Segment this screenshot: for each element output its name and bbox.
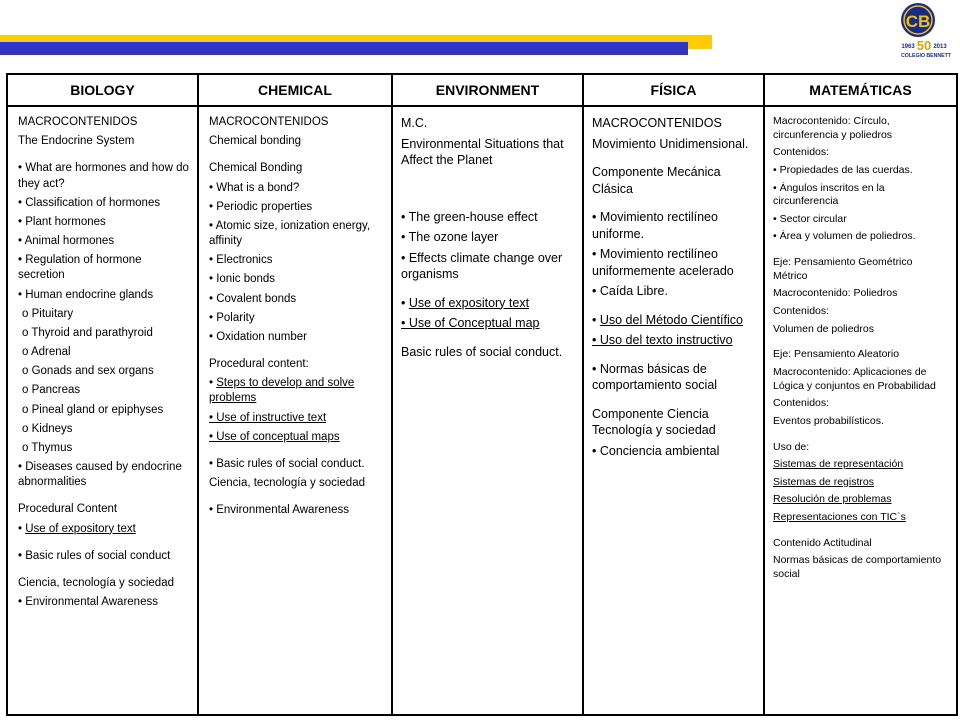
header-row <box>7 74 957 106</box>
bio-subitem: o Thyroid and parathyroid <box>22 326 153 339</box>
chem-instructive-link: • Use of instructive text <box>209 411 327 424</box>
blue-stripe <box>0 42 688 55</box>
mat-item: • Propiedades de las cuerdas. <box>773 163 913 176</box>
mat-link: Sistemas de registros <box>773 475 874 488</box>
fis-topic: Movimiento Unidimensional. <box>592 136 749 151</box>
mat-link: Representaciones con TIC`s <box>773 511 906 524</box>
logo-anniversary: 50 <box>916 38 932 53</box>
fis-item: • Movimiento rectilíneo uniformemente acelerado <box>592 247 734 278</box>
bio-procedural: Procedural Content <box>18 503 118 516</box>
mat-item: • Área y volumen de poliedros. <box>773 230 916 243</box>
logo-year-right: 2013 <box>933 44 947 50</box>
chem-item: • Covalent bonds <box>209 292 297 305</box>
header-environment: ENVIRONMENT <box>392 74 583 106</box>
chem-title: MACROCONTENIDOS <box>209 116 329 128</box>
cell-biology <box>7 106 198 715</box>
env-procedural-item: • Use of expository text <box>401 295 530 310</box>
bio-item: • Plant hormones <box>18 215 106 228</box>
header-chemical: CHEMICAL <box>198 74 392 106</box>
fis-item: • Conciencia ambiental <box>592 443 720 458</box>
bio-item: • Diseases caused by endocrine abnormalities <box>18 461 182 489</box>
bio-procedural-item: • Use of expository text <box>18 522 136 535</box>
chem-item: • Environmental Awareness <box>209 504 349 517</box>
curriculum-table <box>6 73 958 716</box>
bio-item: • Environmental Awareness <box>18 596 158 609</box>
fis-component: Componente Mecánica Clásica <box>592 165 721 196</box>
bio-subitem: o Pineal gland or epiphyses <box>22 403 164 416</box>
header-fisica: FÍSICA <box>583 74 764 106</box>
mat-item: • Sector circular <box>773 212 847 225</box>
env-title: M.C. <box>401 116 428 130</box>
mat-contents: Contenidos: <box>773 305 830 318</box>
chem-item: • Polarity <box>209 311 255 324</box>
logo-initials: CB <box>905 12 931 31</box>
env-item: • The ozone layer <box>401 230 499 244</box>
bio-topic: The Endocrine System <box>18 135 135 148</box>
chem-procedural: Procedural content: <box>209 358 309 371</box>
fis-title: MACROCONTENIDOS <box>592 116 722 130</box>
chem-item: • What is a bond? <box>209 181 300 194</box>
chem-subtopic: Chemical Bonding <box>209 162 303 175</box>
mat-uso: Uso de: <box>773 440 810 453</box>
mat-axis: Eje: Pensamiento Geométrico Métrico <box>773 256 913 282</box>
env-item: • The green-house effect <box>401 209 538 224</box>
fis-component: Componente Ciencia Tecnología y sociedad <box>592 406 716 437</box>
env-item: • Effects climate change over organisms <box>401 250 563 281</box>
mat-item: Eventos probabilísticos. <box>773 414 884 427</box>
bio-subitem: o Adrenal <box>22 346 71 359</box>
mat-macro: Macrocontenido: Poliedros <box>773 287 898 300</box>
bio-subitem: o Kidneys <box>22 422 73 435</box>
chem-item: • Atomic size, ionization energy, affinity <box>209 219 371 248</box>
mat-macro: Macrocontenido: Círculo, circunferencia y poliedros <box>773 115 893 141</box>
fis-item: • Normas básicas de comportamiento social <box>592 361 718 392</box>
header-biology: BIOLOGY <box>7 74 198 106</box>
bio-expository-link: Use of expository text <box>25 522 136 535</box>
fis-item: • Movimiento rectilíneo uniforme. <box>592 210 718 241</box>
chem-steps-link: Steps to develop and solve problems <box>209 377 355 405</box>
bio-item: • Basic rules of social conduct <box>18 549 171 562</box>
mat-attitudinal: Contenido Actitudinal <box>773 536 872 549</box>
cell-matematicas <box>764 106 957 715</box>
fis-method-link: Uso del Método Científico <box>599 312 743 327</box>
chem-item: • Oxidation number <box>209 330 307 343</box>
env-topic: Environmental Situations that Affect the Planet <box>401 136 564 167</box>
cell-chemical <box>198 106 392 715</box>
bio-subitem: o Pancreas <box>22 384 81 397</box>
fis-instructive-link: • Uso del texto instructivo <box>592 333 733 347</box>
chem-procedural-item: • Steps to develop and solve problems <box>209 377 355 405</box>
chem-topic: Chemical bonding <box>209 135 302 148</box>
mat-link: Sistemas de representación <box>773 458 904 471</box>
mat-contents: Contenidos: <box>773 146 830 159</box>
bio-title: MACROCONTENIDOS <box>18 116 138 128</box>
env-conceptual-link: • Use of Conceptual map <box>401 316 540 330</box>
bio-subitem: o Thymus <box>22 441 73 454</box>
mat-macro: Macrocontenido: Aplicaciones de Lógica y conjuntos en Probabilidad <box>773 365 936 392</box>
cell-environment <box>392 106 583 715</box>
chem-item: • Electronics <box>209 254 273 267</box>
bio-item: • What are hormones and how do they act? <box>18 162 189 190</box>
logo-year-left: 1963 <box>901 44 915 50</box>
mat-item: • Ángulos inscritos en la circunferencia <box>773 181 885 208</box>
bio-subitem: o Pituitary <box>22 307 74 320</box>
bio-item: • Classification of hormones <box>18 196 161 209</box>
fis-item: • Caída Libre. <box>592 284 668 298</box>
school-logo <box>892 0 960 60</box>
content-row <box>7 106 957 715</box>
header-matematicas: MATEMÁTICAS <box>764 74 957 106</box>
mat-link: Resolución de problemas <box>773 493 892 506</box>
env-item: Basic rules of social conduct. <box>401 344 563 359</box>
chem-maps-link: • Use of conceptual maps <box>209 430 340 443</box>
bio-item: • Animal hormones <box>18 235 115 248</box>
mat-contents: Contenidos: <box>773 397 830 410</box>
logo-name: COLEGIO BENNETT <box>901 53 951 59</box>
chem-cts: Ciencia, tecnología y sociedad <box>209 477 365 490</box>
header-decoration <box>0 0 960 60</box>
chem-item: • Ionic bonds <box>209 273 276 286</box>
mat-axis: Eje: Pensamiento Aleatorio <box>773 348 900 361</box>
fis-procedural-item: • Uso del Método Científico <box>592 312 743 327</box>
bio-cts: Ciencia, tecnología y sociedad <box>18 576 174 589</box>
mat-item: Normas básicas de comportamiento social <box>773 554 942 581</box>
env-expository-link: Use of expository text <box>408 295 530 310</box>
chem-item: • Periodic properties <box>209 200 313 213</box>
bio-item: • Regulation of hormone secretion <box>18 254 142 282</box>
mat-item: Volumen de poliedros <box>773 322 874 335</box>
bio-item: • Human endocrine glands <box>18 288 154 301</box>
chem-item: • Basic rules of social conduct. <box>209 457 365 470</box>
bio-subitem: o Gonads and sex organs <box>22 365 154 378</box>
cell-fisica <box>583 106 764 715</box>
